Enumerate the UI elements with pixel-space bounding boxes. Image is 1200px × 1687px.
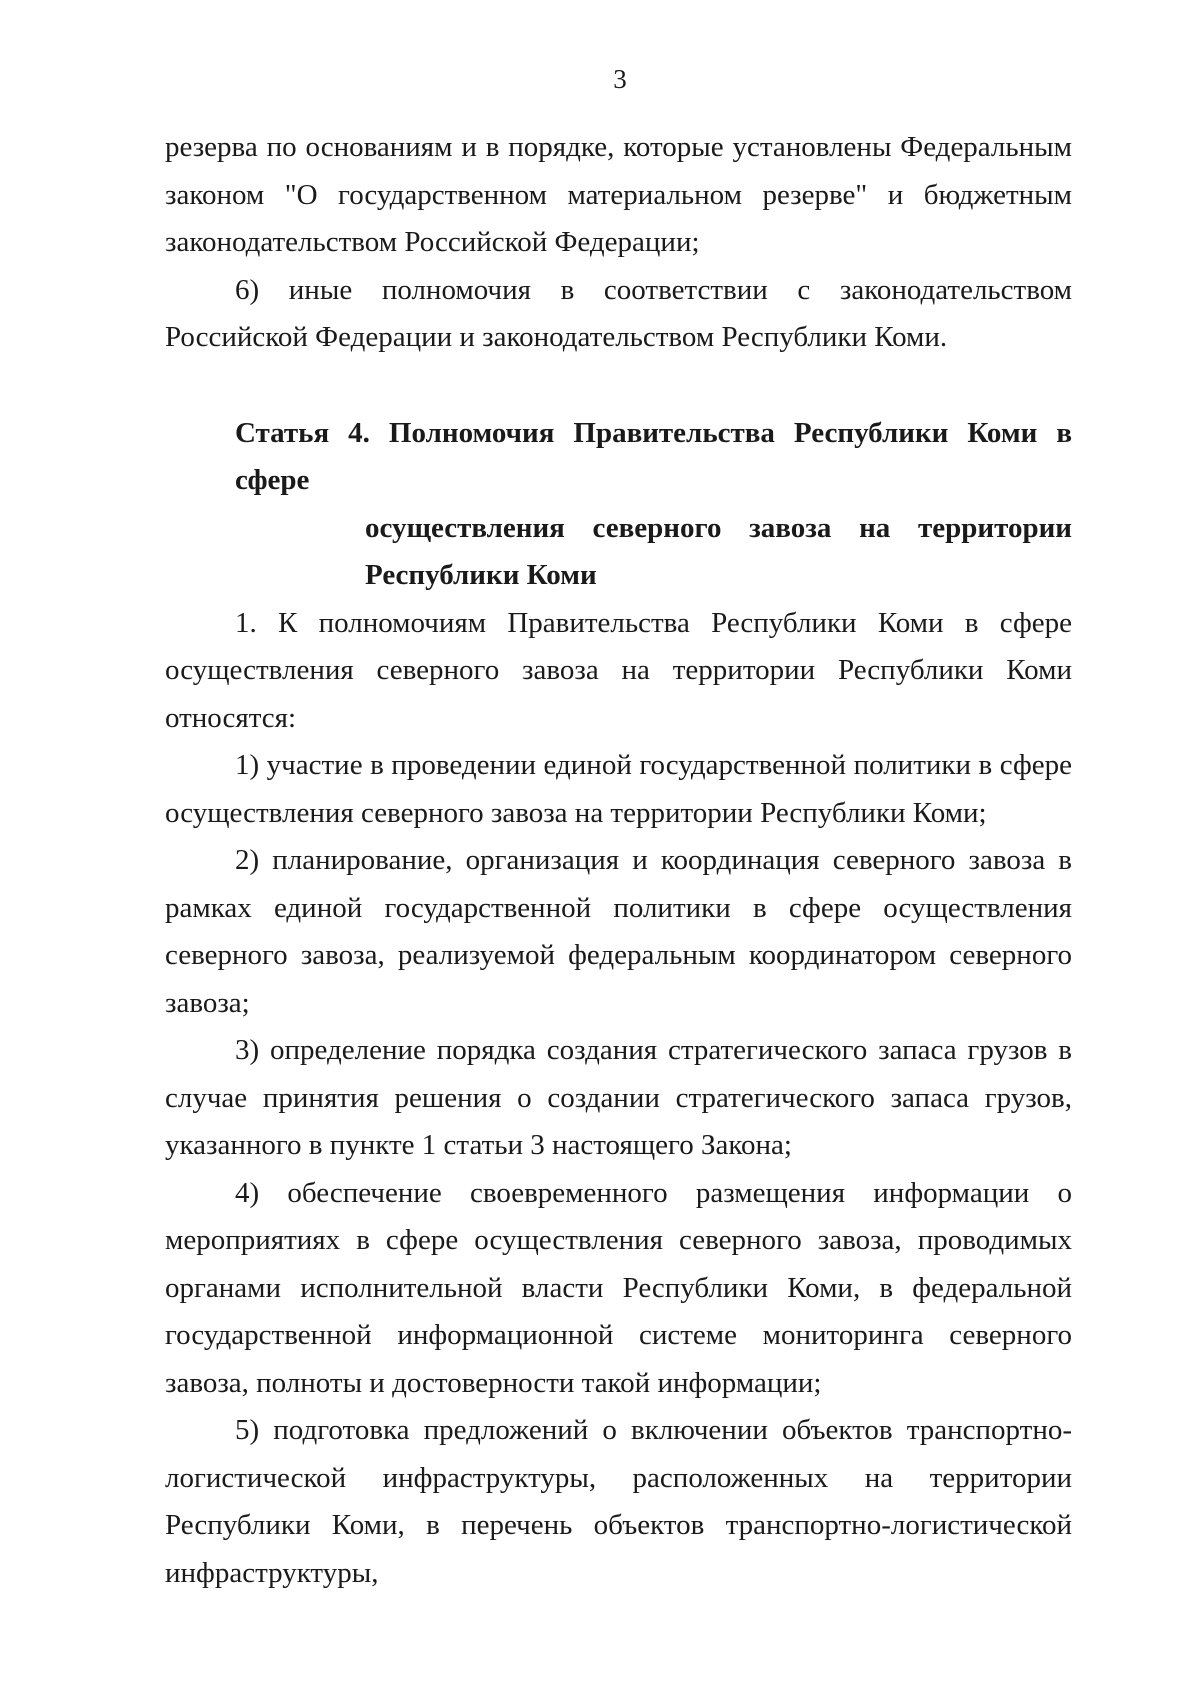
paragraph-clause-1: 1. К полномочиям Правительства Республики Коми в сфере осуществления северного завоза на территории Республики Коми относятся: <box>165 606 1072 734</box>
paragraph-subitem-1: 1) участие в проведении единой государственной политики в сфере осуществления северного завоза на территории Республики Коми; <box>165 749 1072 829</box>
article-heading-line-1: Статья 4. Полномочия Правительства Республики Коми в сфере <box>235 416 1072 496</box>
article-heading-continuation <box>235 505 1072 600</box>
paragraph-subitem-3: 3) определение порядка создания стратегического запаса грузов в случае принятия решения о создании стратегического запаса грузов, указанного в пункте 1 статьи 3 настоящего Закона; <box>165 1034 1072 1161</box>
page-number: 3 <box>613 64 627 94</box>
article-heading <box>165 410 1072 600</box>
paragraph-subitem-2: 2) планирование, организация и координация северного завоза в рамках единой государственной политики в сфере осуществления северного завоза, реализуемой федеральным координатором северного завоза; <box>165 844 1072 1019</box>
document-body <box>165 124 1072 1597</box>
paragraph-subitem-4: 4) обеспечение своевременного размещения информации о мероприятиях в сфере осуществления северного завоза, проводимых органами исполнительной власти Республики Коми, в федеральной государственной информационной системе мониторинга северного завоза, полноты и достоверности такой информации; <box>165 1176 1072 1399</box>
paragraph-item-6: 6) иные полномочия в соответствии с законодательством Российской Федерации и законодательством Республики Коми. <box>165 273 1072 353</box>
article-heading-line-3: Республики Коми <box>365 559 597 591</box>
article-heading-line-2: осуществления северного завоза на территории <box>365 511 1072 544</box>
paragraph-continuation: резерва по основаниям и в порядке, которые установлены Федеральным законом "О государственном материальном резерве" и бюджетным законодательством Российской Федерации; <box>165 131 1072 258</box>
paragraph-subitem-5: 5) подготовка предложений о включении объектов транспортно-логистической инфраструктуры, расположенных на территории Республики Коми, в перечень объектов транспортно-логистической инфраструктуры, <box>165 1414 1072 1589</box>
